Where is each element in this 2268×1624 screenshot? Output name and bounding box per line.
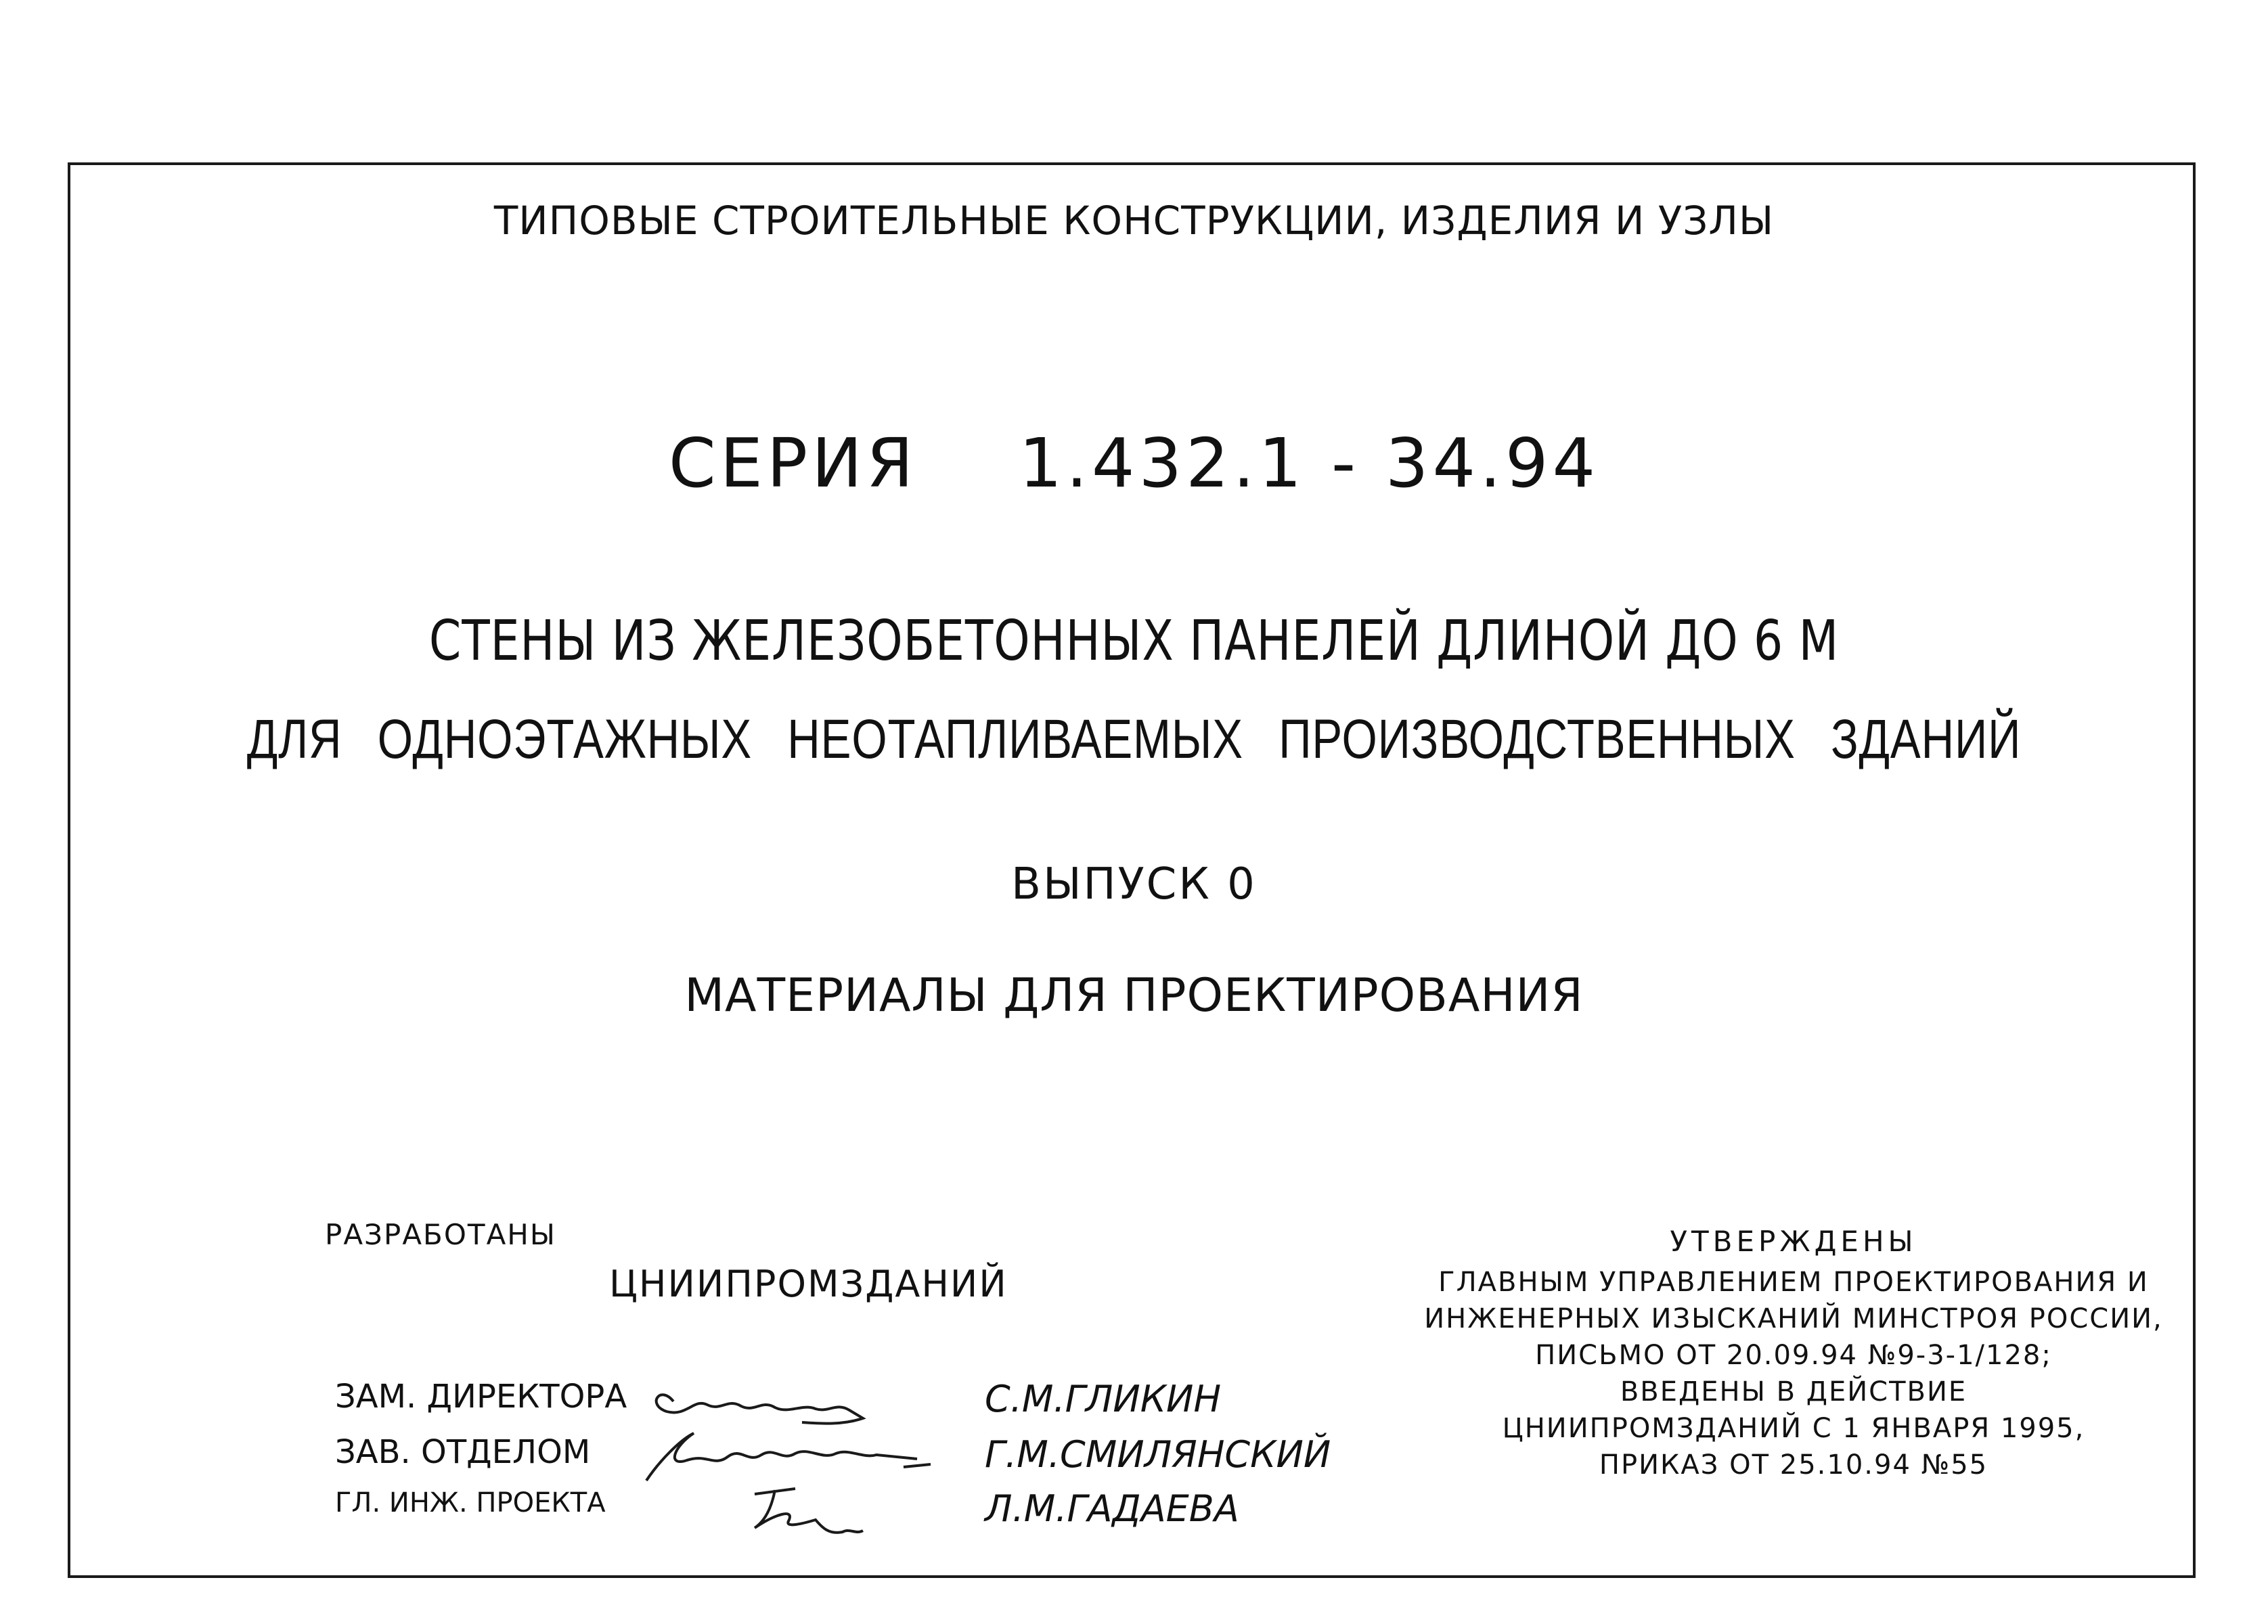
approval-line: ПИСЬМО ОТ 20.09.94 №9-3-1/128; — [1535, 1340, 2052, 1371]
signature-mark — [619, 1474, 958, 1541]
approval-line: ВВЕДЕНЫ В ДЕЙСТВИЕ — [1620, 1376, 1967, 1407]
developer-organization: ЦНИИПРОМЗДАНИЙ — [609, 1263, 1008, 1305]
document-header: ТИПОВЫЕ СТРОИТЕЛЬНЫЕ КОНСТРУКЦИИ, ИЗДЕЛИЯ И УЗЛЫ — [493, 198, 1775, 244]
series-label: СЕРИЯ — [668, 424, 918, 503]
signatory-name: Л.М.ГАДАЕВА — [985, 1487, 1239, 1530]
signatory-name: Г.М.СМИЛЯНСКИЙ — [985, 1433, 1331, 1476]
signatory-role: ЗАВ. ОТДЕЛОМ — [335, 1433, 591, 1471]
series-line — [0, 424, 2268, 503]
approval-line: ЦНИИПРОМЗДАНИЙ С 1 ЯНВАРЯ 1995, — [1502, 1413, 2085, 1444]
approval-line: ПРИКАЗ ОТ 25.10.94 №55 — [1599, 1449, 1988, 1481]
signatory-role: ГЛ. ИНЖ. ПРОЕКТА — [335, 1487, 606, 1518]
developed-label: РАЗРАБОТАНЫ — [325, 1218, 556, 1251]
series-number: 1.432.1 - 34.94 — [1019, 424, 1600, 503]
approved-label: УТВЕРЖДЕНЫ — [1670, 1225, 1917, 1258]
approval-block — [1394, 1223, 2193, 1483]
title-line-1: СТЕНЫ ИЗ ЖЕЛЕЗОБЕТОННЫХ ПАНЕЛЕЙ ДЛИНОЙ ДО 6 М — [428, 609, 1840, 673]
approval-line: ГЛАВНЫМ УПРАВЛЕНИЕМ ПРОЕКТИРОВАНИЯ И — [1438, 1267, 2149, 1298]
document-subtitle: МАТЕРИАЛЫ ДЛЯ ПРОЕКТИРОВАНИЯ — [684, 969, 1584, 1022]
signatory-name: С.М.ГЛИКИН — [985, 1378, 1222, 1420]
issue-number: ВЫПУСК 0 — [1011, 859, 1257, 909]
signatory-role: ЗАМ. ДИРЕКТОРА — [335, 1378, 627, 1416]
title-line-2: ДЛЯ ОДНОЭТАЖНЫХ НЕОТАПЛИВАЕМЫХ ПРОИЗВОДСТВЕННЫХ ЗДАНИЙ — [246, 708, 2022, 770]
approval-line: ИНЖЕНЕРНЫХ ИЗЫСКАНИЙ МИНСТРОЯ РОССИИ, — [1424, 1303, 2163, 1334]
